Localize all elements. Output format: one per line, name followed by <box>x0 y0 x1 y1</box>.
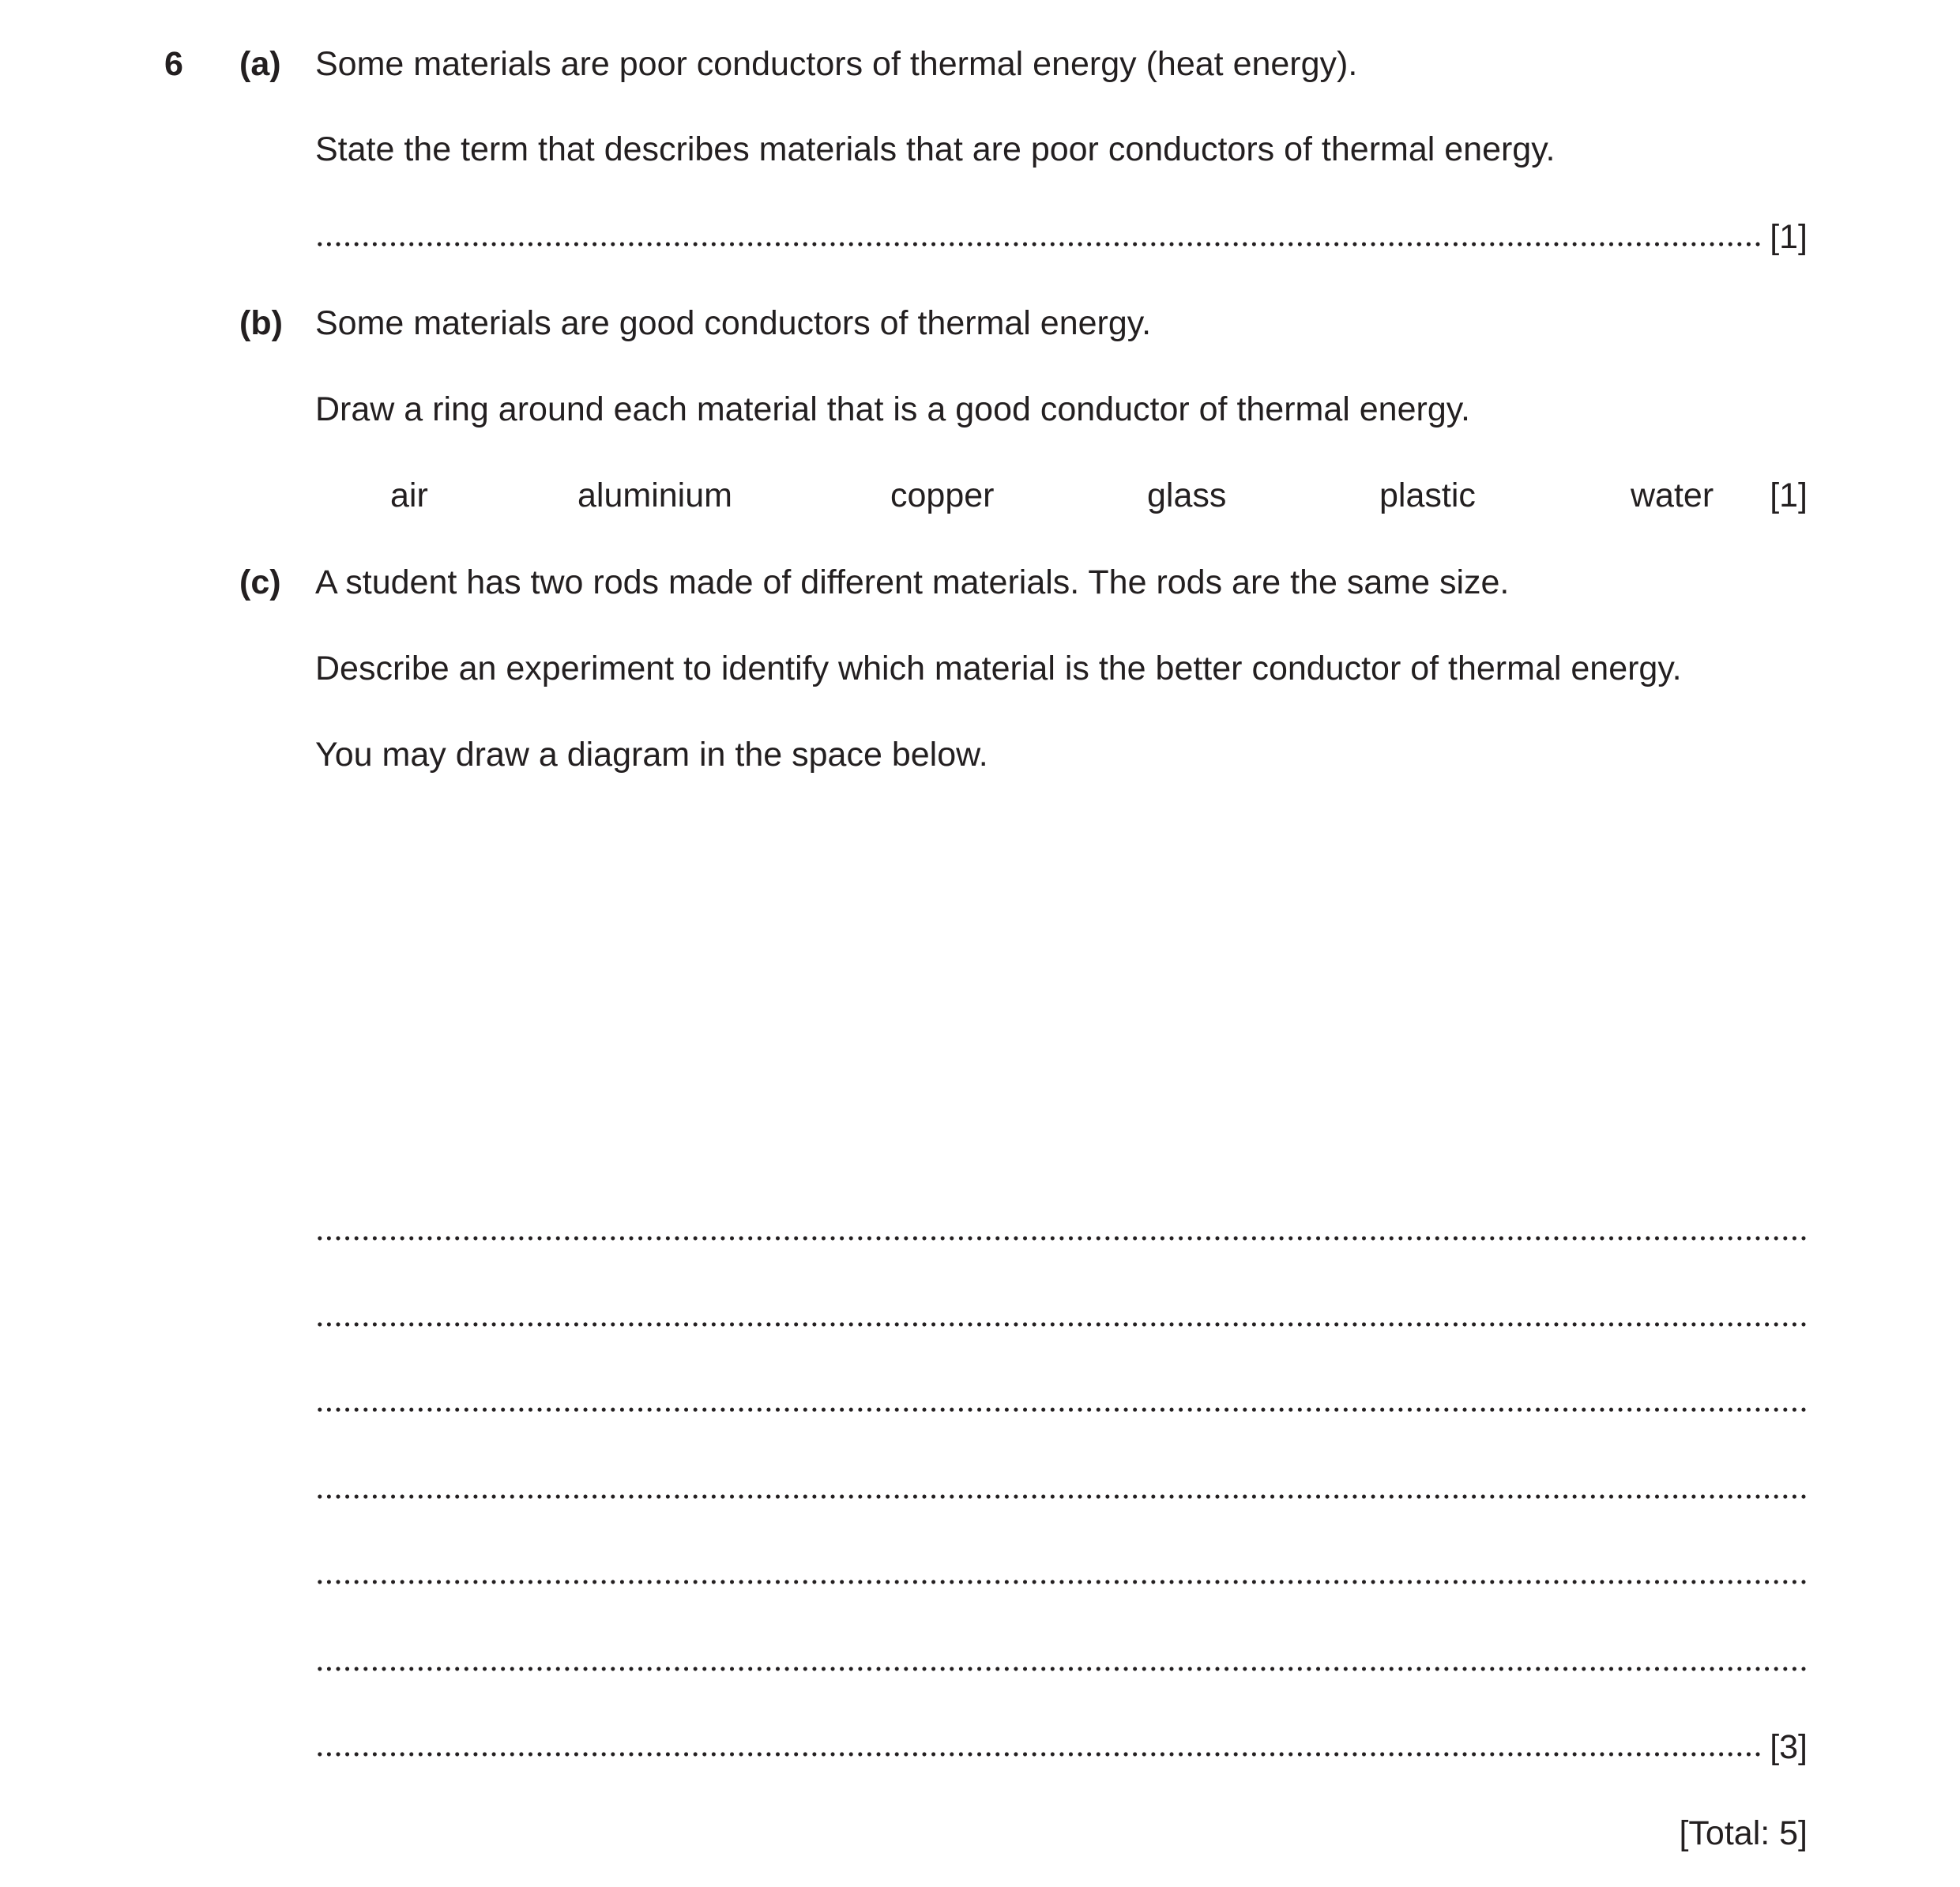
part-c-instruction: Describe an experiment to identify which material is the better conductor of thermal energy. <box>315 650 1682 687</box>
part-c-answer-line-6[interactable] <box>315 1666 1808 1672</box>
question-total: [Total: 5] <box>1679 1814 1808 1852</box>
part-b-label: (b) <box>239 304 283 342</box>
material-water[interactable]: water <box>1631 476 1714 514</box>
part-b-marks: [1] <box>1770 476 1808 514</box>
question-number: 6 <box>164 45 183 83</box>
part-b-statement: Some materials are good conductors of thermal energy. <box>315 304 1152 342</box>
part-c-statement: A student has two rods made of different materials. The rods are the same size. <box>315 563 1510 601</box>
part-c-answer-line-4[interactable] <box>315 1493 1808 1500</box>
material-plastic[interactable]: plastic <box>1379 476 1476 514</box>
part-c-answer-line-5[interactable] <box>315 1579 1808 1585</box>
material-copper[interactable]: copper <box>890 476 995 514</box>
material-aluminium[interactable]: aluminium <box>577 476 732 514</box>
material-glass[interactable]: glass <box>1147 476 1227 514</box>
part-c-answer-line-3[interactable] <box>315 1407 1808 1413</box>
part-a-instruction: State the term that describes materials that are poor conductors of thermal energy. <box>315 130 1556 168</box>
material-air[interactable]: air <box>390 476 428 514</box>
part-c-answer-line-7[interactable] <box>315 1751 1761 1757</box>
part-c-label: (c) <box>239 563 281 601</box>
part-c-answer-line-1[interactable] <box>315 1235 1808 1241</box>
part-c-diagram-note: You may draw a diagram in the space below. <box>315 736 988 774</box>
part-c-marks: [3] <box>1770 1728 1808 1766</box>
part-a-label: (a) <box>239 45 281 83</box>
part-a-marks: [1] <box>1770 218 1808 256</box>
part-c-answer-line-2[interactable] <box>315 1321 1808 1328</box>
part-b-instruction: Draw a ring around each material that is a good conductor of thermal energy. <box>315 390 1470 428</box>
part-a-answer-line[interactable] <box>315 241 1761 247</box>
part-a-statement: Some materials are poor conductors of thermal energy (heat energy). <box>315 45 1358 83</box>
diagram-space[interactable] <box>315 790 1808 1185</box>
